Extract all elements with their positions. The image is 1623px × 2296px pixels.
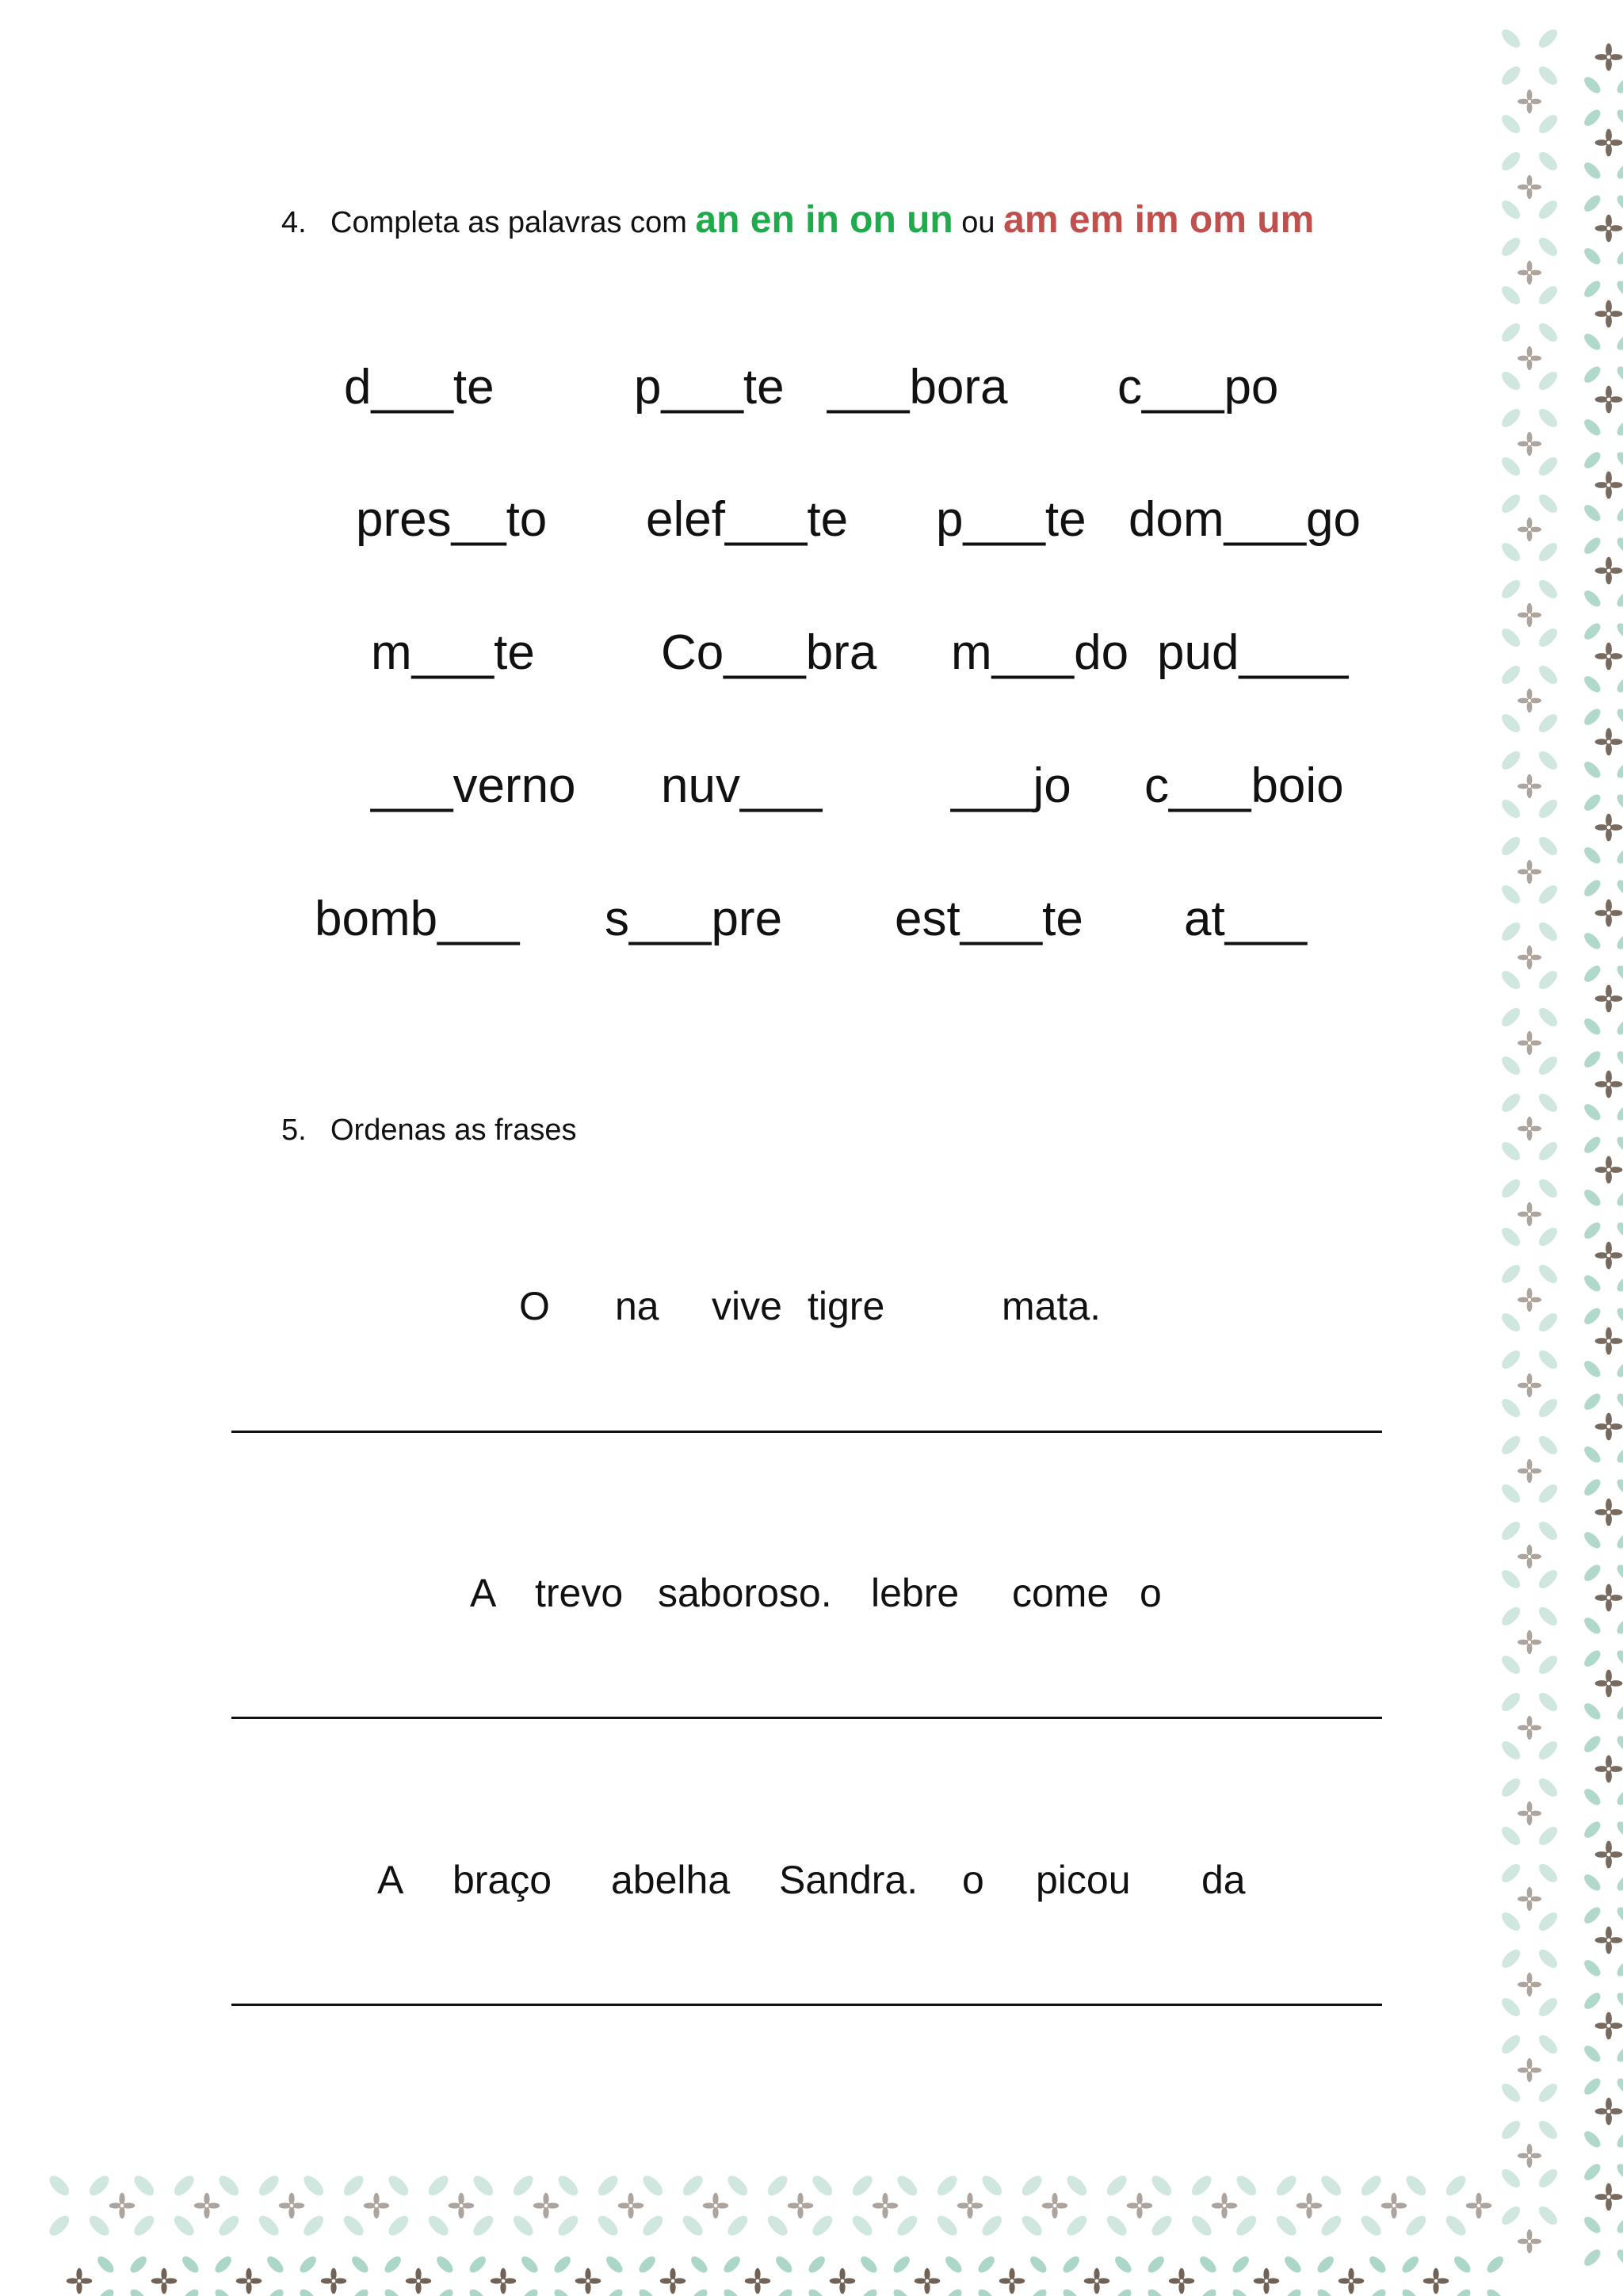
leaf-motif bbox=[1499, 2080, 1560, 2142]
fill-word: ___jo bbox=[951, 758, 1071, 813]
leaf-motif bbox=[1582, 1102, 1623, 1156]
leaf-motif bbox=[1318, 2172, 1384, 2239]
leaf-motif bbox=[1582, 1786, 1623, 1841]
leaf-motif bbox=[1582, 1187, 1623, 1242]
flower-motif bbox=[1595, 2098, 1623, 2126]
flower-motif bbox=[321, 2268, 346, 2294]
scrambled-word: A bbox=[377, 1858, 404, 1902]
flower-motif bbox=[1595, 129, 1623, 157]
leaf-motif bbox=[46, 2172, 113, 2239]
leaf-motif bbox=[1499, 1567, 1560, 1629]
leaf-motif bbox=[1499, 454, 1560, 516]
flower-motif bbox=[1595, 643, 1623, 670]
flower-motif bbox=[1595, 1413, 1623, 1441]
leaf-motif bbox=[1582, 588, 1623, 643]
flower-motif bbox=[1595, 1242, 1623, 1270]
flower-motif bbox=[1042, 2193, 1067, 2218]
fill-word: pud____ bbox=[1157, 625, 1349, 680]
flower-motif bbox=[279, 2193, 304, 2218]
leaf-motif bbox=[300, 2172, 367, 2239]
flower-motif bbox=[1518, 1373, 1541, 1397]
leaf-motif bbox=[689, 2254, 743, 2296]
flower-motif bbox=[1518, 1973, 1541, 1996]
leaf-motif bbox=[1499, 797, 1560, 858]
scrambled-word: come bbox=[1012, 1571, 1109, 1615]
section-4-heading bbox=[281, 198, 1314, 242]
section-4-number: 4. bbox=[281, 206, 307, 239]
scrambled-word: mata. bbox=[1002, 1284, 1102, 1328]
flower-motif bbox=[1518, 860, 1541, 884]
leaf-motif bbox=[1582, 1701, 1623, 1755]
flower-motif bbox=[1595, 985, 1623, 1013]
flower-motif bbox=[1595, 900, 1623, 927]
flower-motif bbox=[1595, 300, 1623, 328]
section-5-heading bbox=[281, 1114, 576, 1148]
flower-motif bbox=[533, 2193, 559, 2218]
leaf-motif bbox=[773, 2254, 828, 2296]
flower-motif bbox=[1595, 215, 1623, 243]
flower-motif bbox=[1518, 432, 1541, 456]
leaf-motif bbox=[1499, 1053, 1560, 1115]
leaf-motif bbox=[216, 2172, 282, 2239]
leaf-motif bbox=[1582, 930, 1623, 985]
leaf-motif bbox=[1499, 26, 1560, 88]
flower-motif bbox=[406, 2268, 431, 2294]
connector-ou: ou bbox=[961, 206, 995, 239]
flower-motif bbox=[1518, 1459, 1541, 1483]
leaf-motif bbox=[1582, 74, 1623, 129]
leaf-motif bbox=[1148, 2172, 1215, 2239]
leaf-motif bbox=[1499, 1995, 1560, 2057]
section-5-instruction: Ordenas as frases bbox=[330, 1114, 577, 1147]
flower-motif bbox=[999, 2268, 1025, 2294]
leaf-motif bbox=[1197, 2254, 1252, 2296]
flower-motif bbox=[1518, 90, 1541, 113]
leaf-motif bbox=[1582, 1444, 1623, 1499]
fill-word: pres__to bbox=[356, 492, 548, 547]
leaf-motif bbox=[1233, 2172, 1300, 2239]
leaf-motif bbox=[1499, 1824, 1560, 1885]
leaf-motif bbox=[1499, 711, 1560, 773]
flower-motif bbox=[1518, 1545, 1541, 1568]
flower-motif bbox=[491, 2268, 516, 2294]
leaf-motif bbox=[1403, 2172, 1469, 2239]
leaf-motif bbox=[434, 2254, 489, 2296]
flower-motif bbox=[1254, 2268, 1279, 2294]
flower-motif bbox=[1212, 2193, 1237, 2218]
flower-motif bbox=[194, 2193, 220, 2218]
leaf-motif bbox=[1499, 112, 1560, 174]
scrambled-word: da bbox=[1201, 1858, 1246, 1902]
answer-line-1[interactable] bbox=[231, 1431, 1382, 1433]
scrambled-word: o bbox=[962, 1858, 984, 1902]
leaf-motif bbox=[604, 2254, 659, 2296]
leaf-motif bbox=[1499, 1738, 1560, 1800]
leaf-motif bbox=[1499, 369, 1560, 430]
scrambled-word: abelha bbox=[611, 1858, 731, 1902]
flower-motif bbox=[915, 2268, 940, 2294]
leaf-motif bbox=[1499, 1139, 1560, 1201]
leaf-motif bbox=[385, 2172, 452, 2239]
flower-motif bbox=[788, 2193, 813, 2218]
flower-motif bbox=[660, 2268, 685, 2294]
flower-motif bbox=[575, 2268, 601, 2294]
fill-word: est___te bbox=[895, 892, 1083, 946]
leaf-motif bbox=[858, 2254, 913, 2296]
flower-motif bbox=[1466, 2193, 1491, 2218]
fill-word: nuv___ bbox=[661, 758, 823, 813]
flower-motif bbox=[1518, 689, 1541, 712]
flower-motif bbox=[1595, 44, 1623, 71]
flower-motif bbox=[1296, 2193, 1322, 2218]
flower-motif bbox=[957, 2193, 983, 2218]
fill-word: ___verno bbox=[371, 758, 576, 813]
flower-motif bbox=[1595, 814, 1623, 842]
flower-motif bbox=[1518, 518, 1541, 541]
leaf-motif bbox=[1582, 2043, 1623, 2098]
answer-line-2[interactable] bbox=[231, 1717, 1382, 1719]
leaf-motif bbox=[1113, 2254, 1167, 2296]
flower-motif bbox=[1595, 1841, 1623, 1869]
leaf-motif bbox=[1582, 246, 1623, 300]
flower-motif bbox=[1518, 1117, 1541, 1140]
flower-motif bbox=[1518, 2058, 1541, 2082]
leaf-motif bbox=[1452, 2254, 1507, 2296]
leaf-motif bbox=[1064, 2172, 1130, 2239]
leaf-motif bbox=[1499, 968, 1560, 1030]
flower-motif bbox=[1423, 2268, 1449, 2294]
flower-motif bbox=[1595, 2012, 1623, 2040]
leaf-motif bbox=[1582, 1358, 1623, 1413]
flower-motif bbox=[1595, 1584, 1623, 1612]
flower-motif bbox=[703, 2193, 728, 2218]
leaf-motif bbox=[1582, 1273, 1623, 1328]
leaf-motif bbox=[1582, 417, 1623, 472]
flower-motif bbox=[1518, 1031, 1541, 1055]
scrambled-word: tigre bbox=[808, 1284, 885, 1328]
flower-motif bbox=[830, 2268, 855, 2294]
nasal-n-group: an en in on un bbox=[695, 199, 953, 241]
scrambled-word: Sandra. bbox=[779, 1858, 918, 1902]
answer-line-3[interactable] bbox=[231, 2004, 1382, 2006]
fill-word: at___ bbox=[1184, 892, 1308, 946]
flower-motif bbox=[1595, 557, 1623, 585]
scrambled-word: A bbox=[470, 1571, 497, 1615]
leaf-motif bbox=[1499, 625, 1560, 687]
flower-motif bbox=[1595, 1755, 1623, 1783]
flower-motif bbox=[1381, 2193, 1407, 2218]
flower-motif bbox=[1518, 603, 1541, 627]
flower-motif bbox=[1518, 1716, 1541, 1740]
leaf-motif bbox=[1582, 160, 1623, 215]
leaf-motif bbox=[131, 2172, 197, 2239]
flower-motif bbox=[1595, 728, 1623, 756]
flower-motif bbox=[1127, 2193, 1152, 2218]
flower-motif bbox=[1518, 346, 1541, 370]
flower-motif bbox=[1518, 175, 1541, 199]
section-4-instruction: Completa as palavras com bbox=[330, 206, 687, 239]
fill-word: c___po bbox=[1117, 360, 1279, 415]
leaf-motif bbox=[943, 2254, 998, 2296]
leaf-motif bbox=[1499, 1909, 1560, 1971]
leaf-motif bbox=[180, 2254, 235, 2296]
flower-motif bbox=[873, 2193, 898, 2218]
fill-word: p___te bbox=[936, 492, 1086, 547]
leaf-motif bbox=[1499, 197, 1560, 259]
scrambled-word: braço bbox=[453, 1858, 552, 1902]
flower-motif bbox=[1595, 1071, 1623, 1098]
leaf-motif bbox=[1499, 882, 1560, 944]
fill-word: d___te bbox=[344, 360, 495, 415]
leaf-motif bbox=[1582, 1530, 1623, 1584]
flower-motif bbox=[1595, 1499, 1623, 1526]
flower-motif bbox=[1518, 1801, 1541, 1825]
leaf-motif bbox=[1282, 2254, 1337, 2296]
flower-motif bbox=[67, 2268, 92, 2294]
flower-motif bbox=[1595, 472, 1623, 499]
leaf-motif bbox=[519, 2254, 574, 2296]
flower-motif bbox=[1595, 1927, 1623, 1954]
scrambled-word: O bbox=[519, 1284, 550, 1328]
leaf-motif bbox=[809, 2172, 876, 2239]
leaf-motif bbox=[1499, 1310, 1560, 1372]
section-5-number: 5. bbox=[281, 1114, 307, 1147]
fill-word: p___te bbox=[634, 360, 785, 415]
flower-motif bbox=[1169, 2268, 1194, 2294]
leaf-motif bbox=[979, 2172, 1045, 2239]
leaf-motif bbox=[640, 2172, 706, 2239]
flower-motif bbox=[1518, 774, 1541, 798]
leaf-motif bbox=[1499, 1396, 1560, 1457]
leaf-motif bbox=[1499, 540, 1560, 602]
scrambled-word: o bbox=[1140, 1571, 1162, 1615]
leaf-motif bbox=[555, 2172, 621, 2239]
leaf-motif bbox=[1582, 1016, 1623, 1071]
leaf-motif bbox=[1028, 2254, 1083, 2296]
flower-motif bbox=[364, 2193, 389, 2218]
leaf-motif bbox=[1582, 1615, 1623, 1670]
flower-motif bbox=[1518, 1202, 1541, 1226]
flower-motif bbox=[449, 2193, 474, 2218]
fill-word: m___te bbox=[371, 625, 535, 680]
fill-word: m___do bbox=[951, 625, 1129, 680]
scrambled-word: lebre bbox=[871, 1571, 960, 1615]
nasal-m-group: am em im om um bbox=[1003, 199, 1315, 241]
leaf-motif bbox=[894, 2172, 960, 2239]
fill-word: ___bora bbox=[827, 360, 1008, 415]
flower-motif bbox=[1595, 1328, 1623, 1355]
leaf-motif bbox=[1582, 1958, 1623, 2012]
flower-motif bbox=[236, 2268, 262, 2294]
flower-motif bbox=[1518, 261, 1541, 285]
flower-motif bbox=[1595, 1670, 1623, 1698]
leaf-motif bbox=[1582, 1872, 1623, 1927]
leaf-motif bbox=[1499, 1652, 1560, 1714]
scrambled-word: picou bbox=[1036, 1858, 1131, 1902]
scrambled-word: vive bbox=[712, 1284, 782, 1328]
flower-motif bbox=[1518, 1887, 1541, 1911]
flower-motif bbox=[1595, 1156, 1623, 1184]
scrambled-word: na bbox=[615, 1284, 659, 1328]
scrambled-word: trevo bbox=[535, 1571, 624, 1615]
leaf-motif bbox=[349, 2254, 404, 2296]
flower-motif bbox=[618, 2193, 643, 2218]
floral-border-right bbox=[1498, 0, 1623, 2296]
leaf-motif bbox=[1582, 502, 1623, 557]
floral-border-bottom bbox=[0, 2156, 1623, 2296]
leaf-motif bbox=[724, 2172, 791, 2239]
leaf-motif bbox=[95, 2254, 150, 2296]
leaf-motif bbox=[1499, 1224, 1560, 1286]
flower-motif bbox=[1518, 1630, 1541, 1654]
leaf-motif bbox=[470, 2172, 537, 2239]
scrambled-word: saboroso. bbox=[658, 1571, 832, 1615]
flower-motif bbox=[745, 2268, 770, 2294]
leaf-motif bbox=[1582, 674, 1623, 728]
flower-motif bbox=[1518, 946, 1541, 969]
fill-word: s___pre bbox=[605, 892, 783, 946]
fill-word: c___boio bbox=[1144, 758, 1344, 813]
leaf-motif bbox=[1582, 759, 1623, 814]
flower-motif bbox=[1518, 1288, 1541, 1312]
fill-word: dom___go bbox=[1128, 492, 1361, 547]
leaf-motif bbox=[1367, 2254, 1422, 2296]
flower-motif bbox=[1084, 2268, 1109, 2294]
leaf-motif bbox=[1582, 845, 1623, 900]
fill-word: elef___te bbox=[646, 492, 849, 547]
flower-motif bbox=[151, 2268, 177, 2294]
leaf-motif bbox=[1499, 1481, 1560, 1543]
leaf-motif bbox=[265, 2254, 319, 2296]
flower-motif bbox=[1338, 2268, 1364, 2294]
flower-motif bbox=[1595, 386, 1623, 414]
leaf-motif bbox=[1499, 283, 1560, 345]
fill-word: bomb___ bbox=[315, 892, 520, 946]
flower-motif bbox=[109, 2193, 135, 2218]
leaf-motif bbox=[1582, 331, 1623, 386]
fill-word: Co___bra bbox=[661, 625, 877, 680]
